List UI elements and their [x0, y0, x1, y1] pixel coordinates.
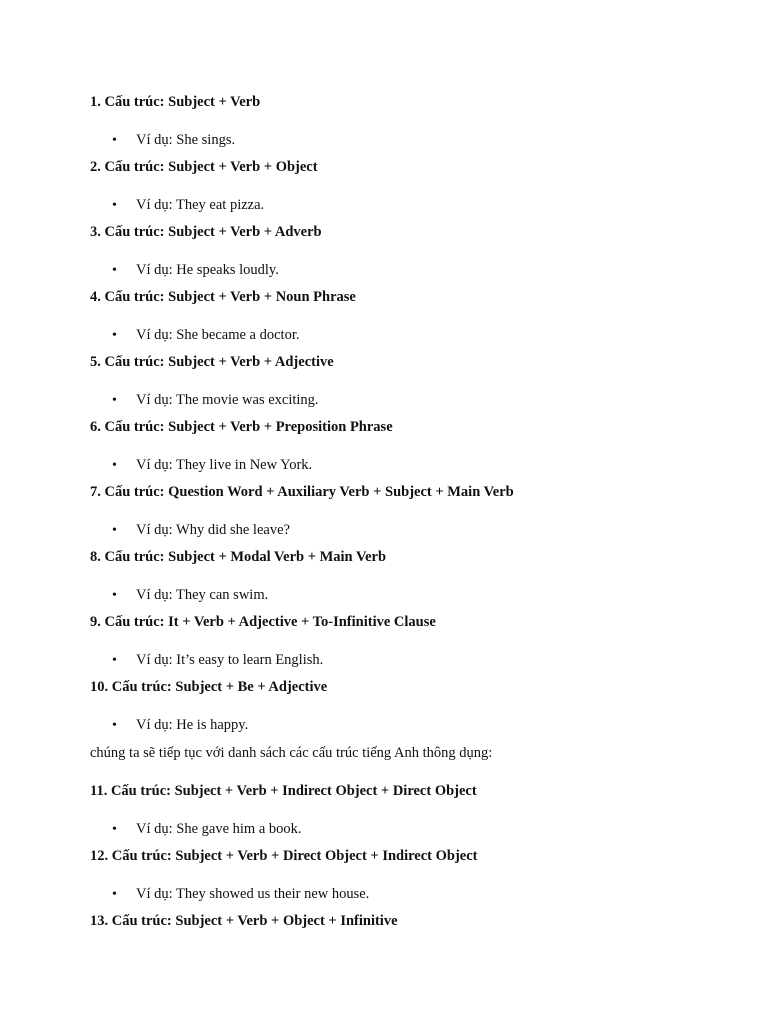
example-bullet-12 — [112, 885, 369, 904]
structure-heading-5: 5. Cấu trúc: Subject + Verb + Adjective — [90, 354, 334, 370]
bullet-icon: • — [112, 588, 117, 603]
example-bullet-4 — [112, 326, 299, 345]
bullet-icon: • — [112, 523, 117, 538]
example-bullet-5 — [112, 391, 319, 410]
example-bullet-11 — [112, 820, 302, 839]
example-text-11: Ví dụ: She gave him a book. — [136, 821, 302, 837]
example-bullet-1 — [112, 131, 235, 150]
example-bullet-7 — [112, 521, 290, 540]
bullet-icon: • — [112, 393, 117, 408]
structure-heading-10: 10. Cấu trúc: Subject + Be + Adjective — [90, 679, 328, 695]
bullet-icon: • — [112, 653, 117, 668]
structure-heading-8: 8. Cấu trúc: Subject + Modal Verb + Main Verb — [90, 549, 387, 565]
structure-heading-4: 4. Cấu trúc: Subject + Verb + Noun Phrase — [90, 289, 356, 305]
example-bullet-10 — [112, 716, 248, 735]
structure-heading-11: 11. Cấu trúc: Subject + Verb + Indirect Object + Direct Object — [90, 783, 477, 799]
structure-heading-2: 2. Cấu trúc: Subject + Verb + Object — [90, 159, 318, 175]
transition-paragraph: chúng ta sẽ tiếp tục với danh sách các cấu trúc tiếng Anh thông dụng: — [90, 745, 493, 761]
example-text-9: Ví dụ: It’s easy to learn English. — [136, 652, 324, 668]
example-bullet-6 — [112, 456, 312, 475]
example-text-4: Ví dụ: She became a doctor. — [136, 327, 300, 343]
structure-heading-9: 9. Cấu trúc: It + Verb + Adjective + To-Infinitive Clause — [90, 614, 436, 630]
structure-heading-1: 1. Cấu trúc: Subject + Verb — [90, 94, 261, 110]
bullet-icon: • — [112, 887, 117, 902]
example-text-5: Ví dụ: The movie was exciting. — [136, 392, 319, 408]
bullet-icon: • — [112, 822, 117, 837]
example-bullet-3 — [112, 261, 279, 280]
structure-heading-13: 13. Cấu trúc: Subject + Verb + Object + Infinitive — [90, 913, 398, 929]
example-text-6: Ví dụ: They live in New York. — [136, 457, 313, 473]
example-text-12: Ví dụ: They showed us their new house. — [136, 886, 370, 902]
structure-heading-12: 12. Cấu trúc: Subject + Verb + Direct Object + Indirect Object — [90, 848, 478, 864]
structure-heading-7: 7. Cấu trúc: Question Word + Auxiliary Verb + Subject + Main Verb — [90, 484, 514, 500]
example-text-7: Ví dụ: Why did she leave? — [136, 522, 290, 538]
example-bullet-2 — [112, 196, 264, 215]
structure-heading-3: 3. Cấu trúc: Subject + Verb + Adverb — [90, 224, 322, 240]
example-text-10: Ví dụ: He is happy. — [136, 717, 249, 733]
example-bullet-8 — [112, 586, 268, 605]
bullet-icon: • — [112, 458, 117, 473]
bullet-icon: • — [112, 718, 117, 733]
structure-heading-6: 6. Cấu trúc: Subject + Verb + Preposition Phrase — [90, 419, 393, 435]
bullet-icon: • — [112, 263, 117, 278]
example-text-3: Ví dụ: He speaks loudly. — [136, 262, 279, 278]
example-bullet-9 — [112, 651, 323, 670]
example-text-1: Ví dụ: She sings. — [136, 132, 236, 148]
bullet-icon: • — [112, 328, 117, 343]
bullet-icon: • — [112, 198, 117, 213]
example-text-2: Ví dụ: They eat pizza. — [136, 197, 265, 213]
example-text-8: Ví dụ: They can swim. — [136, 587, 269, 603]
bullet-icon: • — [112, 133, 117, 148]
